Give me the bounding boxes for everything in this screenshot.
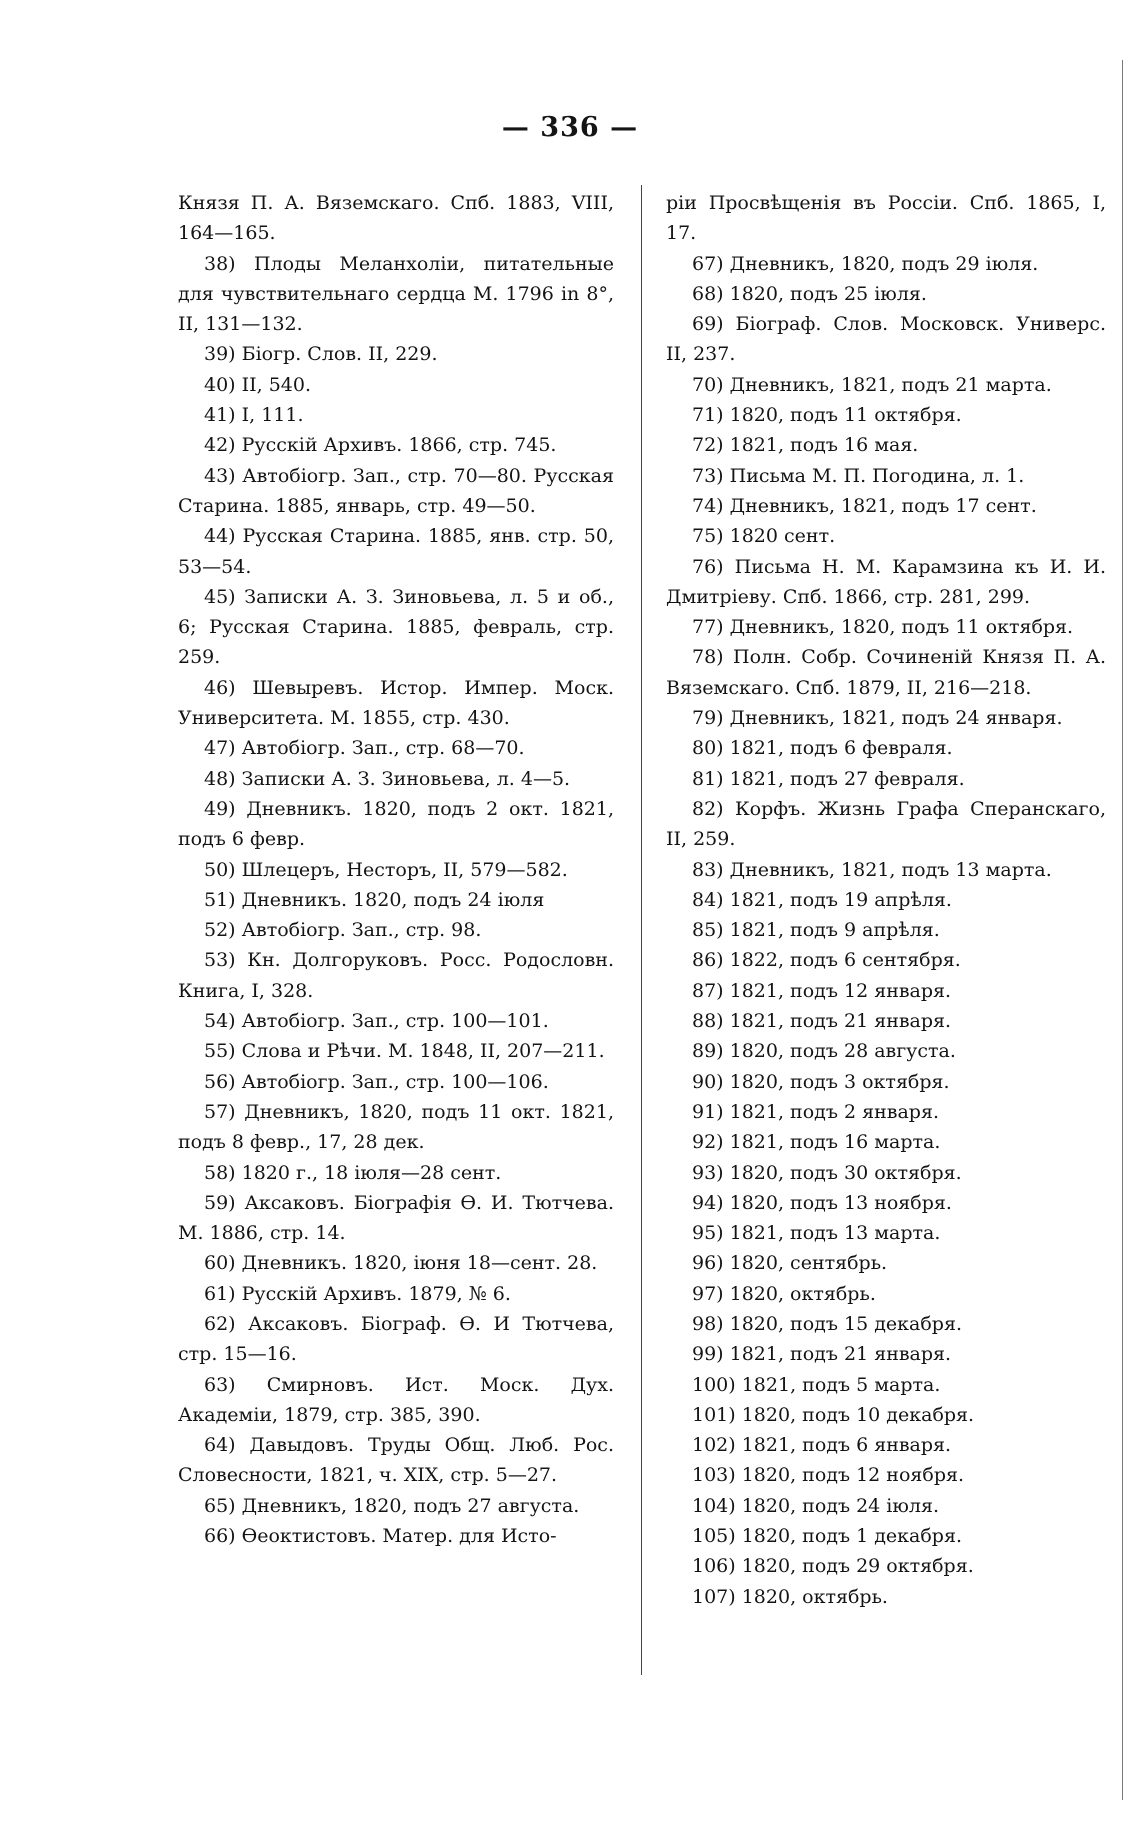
note-54: 54) Автобіогр. Зап., стр. 100—101.	[204, 1010, 549, 1033]
note-59: 59) Аксаковъ. Біографія Ѳ. И. Тютчева. М. 1886, стр. 14.	[178, 1191, 614, 1245]
note-75: 75) 1820 сент.	[692, 525, 836, 548]
note-96: 96) 1820, сентябрь.	[692, 1252, 888, 1275]
note-90: 90) 1820, подъ 3 октября.	[692, 1070, 950, 1093]
column-divider	[641, 185, 642, 1675]
note-68: 68) 1820, подъ 25 іюля.	[692, 282, 927, 305]
note-105: 105) 1820, подъ 1 декабря.	[692, 1525, 962, 1548]
note-77: 77) Дневникъ, 1820, подъ 11 октября.	[692, 616, 1074, 639]
note-94: 94) 1820, подъ 13 ноября.	[692, 1191, 952, 1214]
note-72: 72) 1821, подъ 16 мая.	[692, 434, 919, 457]
note-47: 47) Автобіогр. Зап., стр. 68—70.	[204, 737, 525, 760]
note-50: 50) Шлецеръ, Несторъ, II, 579—582.	[204, 858, 568, 881]
note-86: 86) 1822, подъ 6 сентября.	[692, 949, 961, 972]
note-43: 43) Автобіогр. Зап., стр. 70—80. Русская Старина. 1885, январь, стр. 49—50.	[178, 464, 614, 517]
note-55: 55) Слова и Рѣчи. М. 1848, II, 207—211.	[204, 1040, 605, 1063]
note-81: 81) 1821, подъ 27 февраля.	[692, 767, 965, 790]
note-74: 74) Дневникъ, 1821, подъ 17 сент.	[692, 494, 1037, 517]
note-89: 89) 1820, подъ 28 августа.	[692, 1040, 956, 1063]
note-107: 107) 1820, октябрь.	[692, 1585, 888, 1608]
note-66: 66) Ѳеоктистовъ. Матер. для Исто-	[204, 1525, 557, 1548]
note-58: 58) 1820 г., 18 іюля—28 сент.	[204, 1161, 502, 1184]
page-number: — 336 —	[501, 112, 639, 143]
note-38: 38) Плоды Меланхоліи, питательные для чувствительнаго сердца М. 1796 in 8°, II, 131—132.	[178, 252, 614, 336]
note-88: 88) 1821, подъ 21 января.	[692, 1010, 952, 1033]
note-97: 97) 1820, октябрь.	[692, 1282, 876, 1305]
right-notes-column	[666, 188, 1106, 1612]
note-44: 44) Русская Старина. 1885, янв. стр. 50, 53—54.	[178, 525, 614, 578]
note-67: 67) Дневникъ, 1820, подъ 29 іюля.	[692, 252, 1039, 275]
note-41: 41) I, 111.	[204, 404, 304, 427]
note-42: 42) Русскій Архивъ. 1866, стр. 745.	[204, 434, 557, 457]
note-56: 56) Автобіогр. Зап., стр. 100—106.	[204, 1070, 549, 1093]
note-79: 79) Дневникъ, 1821, подъ 24 января.	[692, 707, 1063, 730]
note-65: 65) Дневникъ, 1820, подъ 27 августа.	[204, 1494, 580, 1517]
note-99: 99) 1821, подъ 21 января.	[692, 1343, 952, 1366]
note-52: 52) Автобіогр. Зап., стр. 98.	[204, 919, 482, 942]
note-49: 49) Дневникъ. 1820, подъ 2 окт. 1821, подъ 6 февр.	[178, 797, 614, 851]
note-102: 102) 1821, подъ 6 января.	[692, 1434, 952, 1457]
note-51: 51) Дневникъ. 1820, подъ 24 іюля	[204, 888, 545, 911]
note-71: 71) 1820, подъ 11 октября.	[692, 404, 962, 427]
note-103: 103) 1820, подъ 12 ноября.	[692, 1464, 965, 1487]
note-85: 85) 1821, подъ 9 апрѣля.	[692, 919, 940, 942]
page-edge-rule	[1122, 60, 1123, 1800]
note-80: 80) 1821, подъ 6 февраля.	[692, 737, 953, 760]
note-83: 83) Дневникъ, 1821, подъ 13 марта.	[692, 858, 1052, 881]
note-95: 95) 1821, подъ 13 марта.	[692, 1222, 941, 1245]
note-69: 69) Біограф. Слов. Московск. Универс. II, 237.	[666, 313, 1106, 366]
note-48: 48) Записки А. З. Зиновьева, л. 4—5.	[204, 767, 571, 790]
note-45: 45) Записки А. З. Зиновьева, л. 5 и об., 6; Русская Старина. 1885, февраль, стр. 259.	[178, 585, 614, 669]
note-60: 60) Дневникъ. 1820, іюня 18—сент. 28.	[204, 1252, 598, 1275]
note-61: 61) Русскій Архивъ. 1879, № 6.	[204, 1282, 511, 1305]
note-91: 91) 1821, подъ 2 января.	[692, 1100, 939, 1123]
note-40: 40) II, 540.	[204, 373, 312, 396]
note-101: 101) 1820, подъ 10 декабря.	[692, 1403, 975, 1426]
note-57: 57) Дневникъ, 1820, подъ 11 окт. 1821, подъ 8 февр., 17, 28 дек.	[178, 1100, 614, 1154]
note-93: 93) 1820, подъ 30 октября.	[692, 1161, 962, 1184]
note-87: 87) 1821, подъ 12 января.	[692, 979, 952, 1002]
note-39: 39) Біогр. Слов. II, 229.	[204, 343, 438, 366]
note-53: 53) Кн. Долгоруковъ. Росс. Родословн. Книга, I, 328.	[178, 949, 614, 1002]
note-82: 82) Корфъ. Жизнь Графа Сперанскаго, II, 259.	[666, 797, 1106, 851]
note-104: 104) 1820, подъ 24 іюля.	[692, 1494, 940, 1517]
note-70: 70) Дневникъ, 1821, подъ 21 марта.	[692, 373, 1052, 396]
note-64: 64) Давыдовъ. Труды Общ. Люб. Рос. Словесности, 1821, ч. XIX, стр. 5—27.	[178, 1434, 614, 1487]
note-84: 84) 1821, подъ 19 апрѣля.	[692, 888, 952, 911]
note-continuation: ріи Просвѣщенія въ Россіи. Спб. 1865, I, 17.	[666, 192, 1106, 245]
note-98: 98) 1820, подъ 15 декабря.	[692, 1312, 962, 1335]
note-46: 46) Шевыревъ. Истор. Импер. Моск. Университета. М. 1855, стр. 430.	[178, 676, 614, 730]
note-63: 63) Смирновъ. Ист. Моск. Дух. Академіи, 1879, стр. 385, 390.	[178, 1373, 614, 1426]
note-78: 78) Полн. Собр. Сочиненій Князя П. А. Вяземскаго. Спб. 1879, II, 216—218.	[666, 646, 1106, 699]
note-92: 92) 1821, подъ 16 марта.	[692, 1131, 941, 1154]
note-106: 106) 1820, подъ 29 октября.	[692, 1555, 974, 1578]
note-76: 76) Письма Н. М. Карамзина къ И. И. Дмитріеву. Спб. 1866, стр. 281, 299.	[666, 555, 1106, 608]
note-continuation: Князя П. А. Вяземскаго. Спб. 1883, VIII, 164—165.	[178, 192, 614, 245]
note-73: 73) Письма М. П. Погодина, л. 1.	[692, 464, 1025, 487]
note-100: 100) 1821, подъ 5 марта.	[692, 1373, 941, 1396]
note-62: 62) Аксаковъ. Біограф. Ѳ. И Тютчева, стр. 15—16.	[178, 1312, 614, 1366]
left-notes-column	[178, 188, 614, 1551]
